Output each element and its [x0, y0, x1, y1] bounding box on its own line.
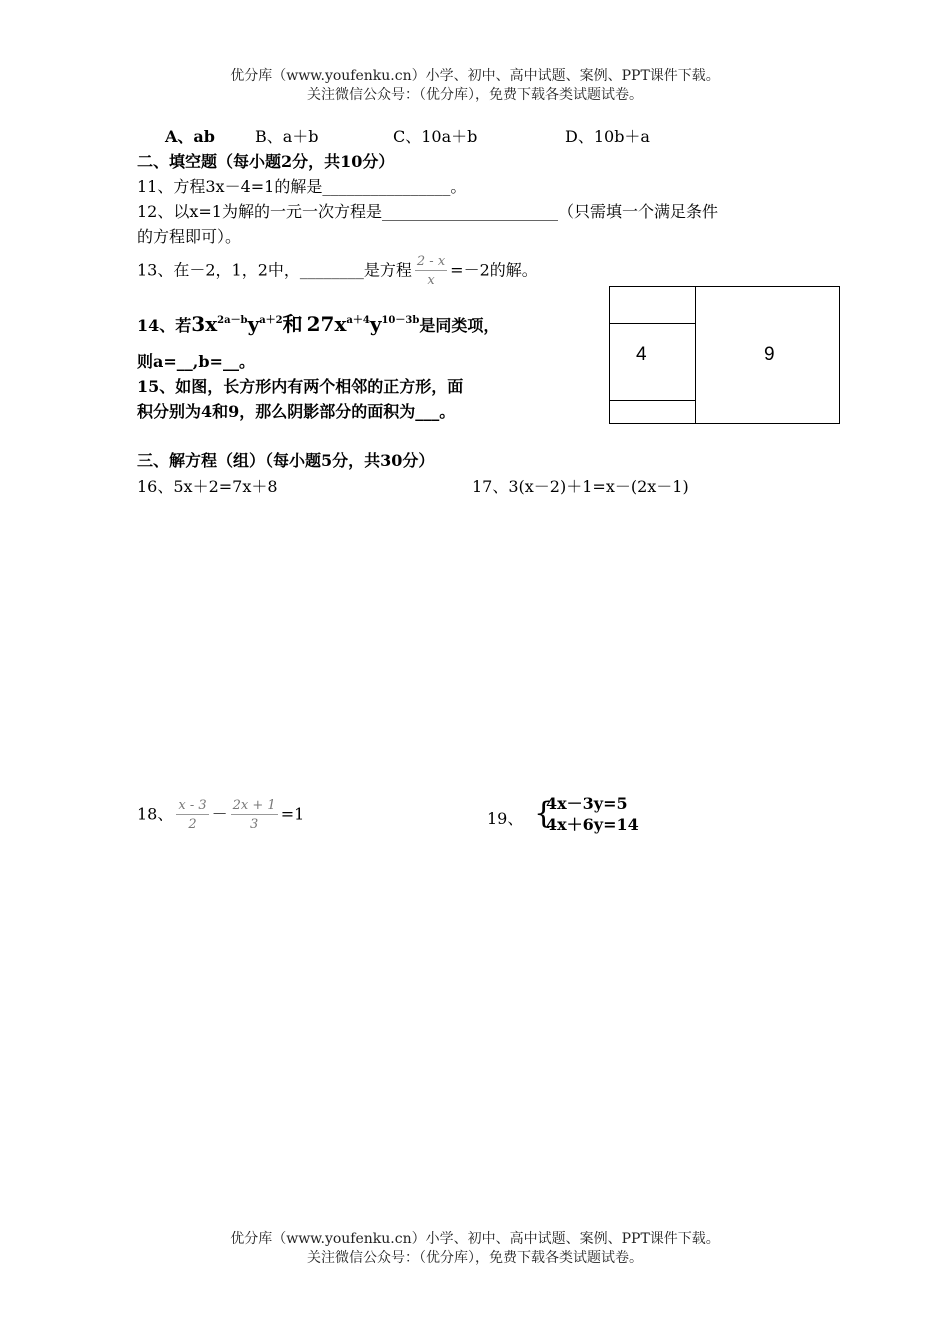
choice-d: D、10b＋a	[565, 127, 650, 146]
choice-a: A、ab	[165, 127, 215, 146]
question-14-suffix: 是同类项，	[419, 316, 500, 335]
choice-c: C、10a＋b	[393, 127, 478, 146]
question-19-equation-1: 4x－3y=5	[546, 794, 628, 813]
question-11: 11、方程3x－4=1的解是________________。	[137, 177, 467, 196]
figure-large-square-label: 9	[764, 344, 775, 365]
question-19-brace: {	[534, 796, 554, 831]
question-13-numerator: 2 - x	[416, 254, 446, 269]
section-3-title: 三、解方程（组）（每小题5分，共30分）	[137, 451, 435, 470]
question-13	[137, 254, 538, 288]
question-19-label: 19、	[487, 809, 524, 828]
question-14-and: 和	[282, 312, 303, 336]
question-18-fraction-1	[176, 798, 208, 832]
question-18-denominator-2: 3	[250, 817, 259, 832]
question-18-fraction-2	[231, 798, 278, 832]
question-13-denominator: x	[427, 273, 435, 288]
footer-line-1: 优分库（www.youfenku.cn）小学、初中、高中试题、案例、PPT课件下载。	[230, 1231, 720, 1247]
question-18-minus: －	[211, 804, 228, 824]
question-18-numerator-1: x - 3	[178, 798, 207, 813]
question-13-fraction	[415, 254, 447, 288]
question-14-term-1: 3x	[191, 312, 218, 336]
figure-small-square	[609, 323, 696, 401]
question-18-numerator-2: 2x + 1	[232, 798, 276, 813]
footer-line-2: 关注微信公众号：（优分库），免费下载各类试题试卷。	[307, 1250, 643, 1266]
section-2-title: 二、填空题（每小题2分，共10分）	[137, 152, 395, 171]
question-14-term-3: 27x	[306, 312, 347, 336]
question-14-line-2: 则a=__,b=__。	[137, 352, 255, 371]
header-line-1: 优分库（www.youfenku.cn）小学、初中、高中试题、案例、PPT课件下载。	[230, 68, 720, 84]
choice-b: B、a＋b	[255, 127, 319, 146]
question-16: 16、5x＋2=7x＋8	[137, 477, 278, 496]
question-13-prefix: 13、在－2，1，2中，________是方程	[137, 260, 412, 280]
header-line-2: 关注微信公众号：（优分库），免费下载各类试题试卷。	[307, 87, 643, 103]
question-14	[137, 314, 499, 339]
question-12-line-2: 的方程即可）。	[137, 227, 242, 246]
question-13-suffix: =－2的解。	[450, 260, 538, 280]
question-14-term-2: y	[247, 312, 260, 336]
question-17: 17、3(x－2)＋1=x－(2x－1)	[472, 477, 689, 496]
question-14-exponent-4: 10－3b	[381, 315, 420, 326]
question-15-line-2: 积分别为4和9，那么阴影部分的面积为___。	[137, 402, 456, 421]
question-14-exponent-3: a＋4	[346, 315, 370, 326]
question-18	[137, 798, 304, 832]
question-14-prefix: 14、若	[137, 316, 192, 335]
question-14-exponent-1: 2a－b	[217, 315, 248, 326]
question-18-suffix: =1	[280, 804, 305, 824]
question-19-equation-2: 4x＋6y=14	[546, 815, 639, 834]
question-18-denominator-1: 2	[188, 817, 197, 832]
question-14-term-4: y	[369, 312, 382, 336]
question-18-prefix: 18、	[137, 804, 174, 824]
question-12-line-1: 12、以x=1为解的一元一次方程是______________________（只需填一个满足条件	[137, 202, 718, 221]
figure-small-square-label: 4	[636, 344, 647, 365]
question-15-line-1: 15、如图，长方形内有两个相邻的正方形，面	[137, 377, 464, 396]
question-14-exponent-2: a＋2	[259, 315, 283, 326]
